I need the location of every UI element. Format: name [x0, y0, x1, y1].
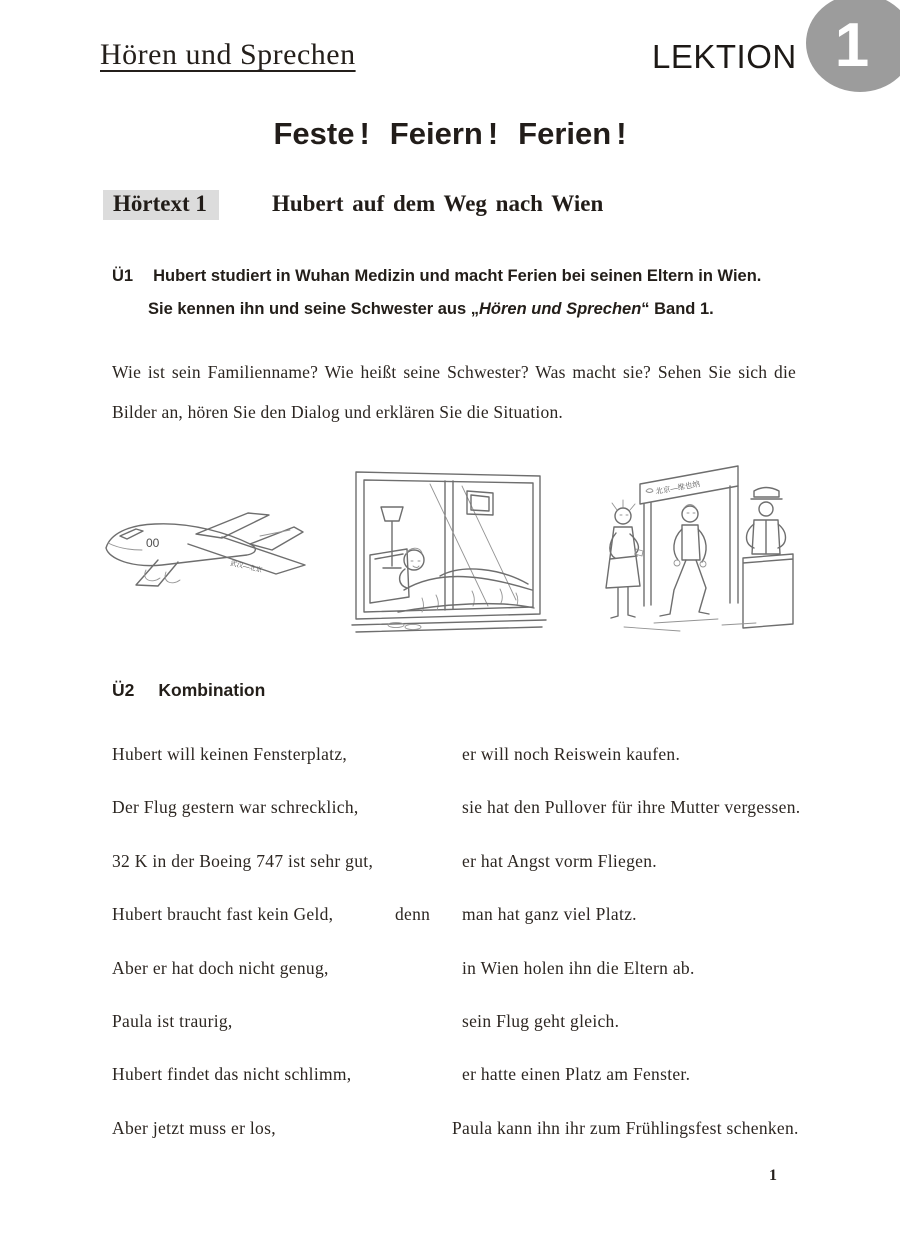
lektion-label: LEKTION: [652, 38, 797, 75]
window-inner-frame: [364, 480, 533, 612]
ue1-text-line2-italic: Hören und Sprechen: [479, 300, 642, 318]
exercise-ue1: [112, 260, 802, 326]
ue1-text-line2-pre: Sie kennen ihn und seine Schwester aus „: [148, 300, 480, 318]
combo-right-item: in Wien holen ihn die Eltern ab.: [462, 958, 695, 978]
ue1-text-line2-post: “ Band 1.: [641, 300, 714, 318]
page-title: [0, 116, 900, 152]
airplane-nose-text: 00: [146, 536, 160, 550]
woman-legs: [611, 587, 635, 618]
airplane-illustration: [100, 492, 312, 608]
blanket: [404, 569, 532, 590]
woman-head: [615, 508, 631, 524]
book-title: Hören und Sprechen: [100, 38, 356, 71]
airline-logo: [646, 489, 653, 493]
slipper: [405, 624, 421, 629]
officer-head: [759, 502, 773, 516]
lektion-number: 1: [834, 10, 870, 80]
sofa-arm: [370, 549, 409, 603]
person-arm: [400, 569, 407, 588]
page-number: 1: [769, 1167, 777, 1184]
ue1-line1: [112, 260, 802, 293]
combo-left-item: Aber jetzt muss er los,: [112, 1118, 276, 1138]
woman-coat: [606, 527, 640, 588]
gate-left-post: [644, 503, 651, 606]
combo-right-item: er will noch Reiswein kaufen.: [462, 744, 681, 764]
man-head: [682, 506, 698, 522]
hoertext-title: Hubert auf dem Weg nach Wien: [272, 191, 604, 216]
officer-jacket: [752, 520, 780, 554]
man-torso: [682, 525, 700, 560]
ue1-label: Ü1: [112, 267, 134, 285]
exercise-ue2-heading: [112, 680, 265, 701]
combo-left-item: Der Flug gestern war schrecklich,: [112, 797, 359, 817]
picture-frame: [467, 491, 493, 515]
airport-gate-illustration: [596, 453, 802, 639]
officer-desk: [743, 554, 793, 628]
combo-left-item: Hubert findet das nicht schlimm,: [112, 1064, 352, 1084]
combo-right-item: er hatte einen Platz am Fenster.: [462, 1064, 691, 1084]
lamp: [381, 507, 403, 568]
combo-left-item: Hubert braucht fast kein Geld,: [112, 904, 334, 924]
exclamation-mark: !: [359, 116, 370, 151]
exclamation-mark: !: [487, 116, 499, 151]
combo-left-item: Aber er hat doch nicht genug,: [112, 958, 329, 978]
ue2-label: Ü2: [112, 680, 135, 700]
combo-right-item: Paula kann ihn ihr zum Frühlingsfest schenken.: [452, 1118, 799, 1138]
combo-right-item: sie hat den Pullover für ihre Mutter vergessen.: [462, 797, 801, 817]
officer-cap: [751, 488, 782, 500]
title-word: Ferien !: [518, 116, 627, 151]
ue1-line2: [112, 293, 802, 326]
man-legs: [660, 560, 709, 616]
glass-reflection: [430, 484, 516, 606]
combo-left-item: 32 K in der Boeing 747 ist sehr gut,: [112, 851, 374, 871]
window-outer-frame: [356, 472, 540, 619]
ground-strokes: [624, 619, 756, 631]
gate-right-post: [730, 486, 738, 603]
window-sill: [352, 620, 546, 632]
combo-right-item: man hat ganz viel Platz.: [462, 904, 637, 924]
sleeping-person-window-illustration: [350, 462, 548, 636]
combination-exercise: [112, 744, 812, 1164]
intro-paragraph: Wie ist sein Familienname? Wie heißt seine Schwester? Was macht sie? Sehen Sie sich die Bilder an, hören Sie den Dialog und erklären Sie die Situation.: [112, 362, 796, 422]
combo-left-item: Paula ist traurig,: [112, 1011, 233, 1031]
exclamation-mark: !: [616, 116, 627, 151]
combo-right-item: er hat Angst vorm Fliegen.: [462, 851, 657, 871]
hoertext-label: Hörtext 1: [103, 190, 219, 220]
airplane-route-text: 武汉—北京: [229, 560, 263, 575]
ue1-text-line1: Hubert studiert in Wuhan Medizin und macht Ferien bei seinen Eltern in Wien.: [153, 267, 762, 285]
airplane-far-wing: [196, 513, 269, 538]
window-mullion: [445, 481, 453, 610]
combo-left-item: Hubert will keinen Fensterplatz,: [112, 744, 348, 764]
gate-sign-text: 北京—维也纳: [654, 479, 701, 496]
connector-denn: denn: [395, 904, 431, 924]
combo-right-item: sein Flug geht gleich.: [462, 1011, 620, 1031]
man-arms: [674, 529, 706, 562]
airplane-tailplane: [250, 527, 303, 550]
lektion-number-badge: [806, 0, 900, 92]
title-word: Feste !: [273, 116, 370, 151]
title-word: Feiern !: [389, 116, 499, 151]
ue2-title: Kombination: [158, 680, 266, 700]
